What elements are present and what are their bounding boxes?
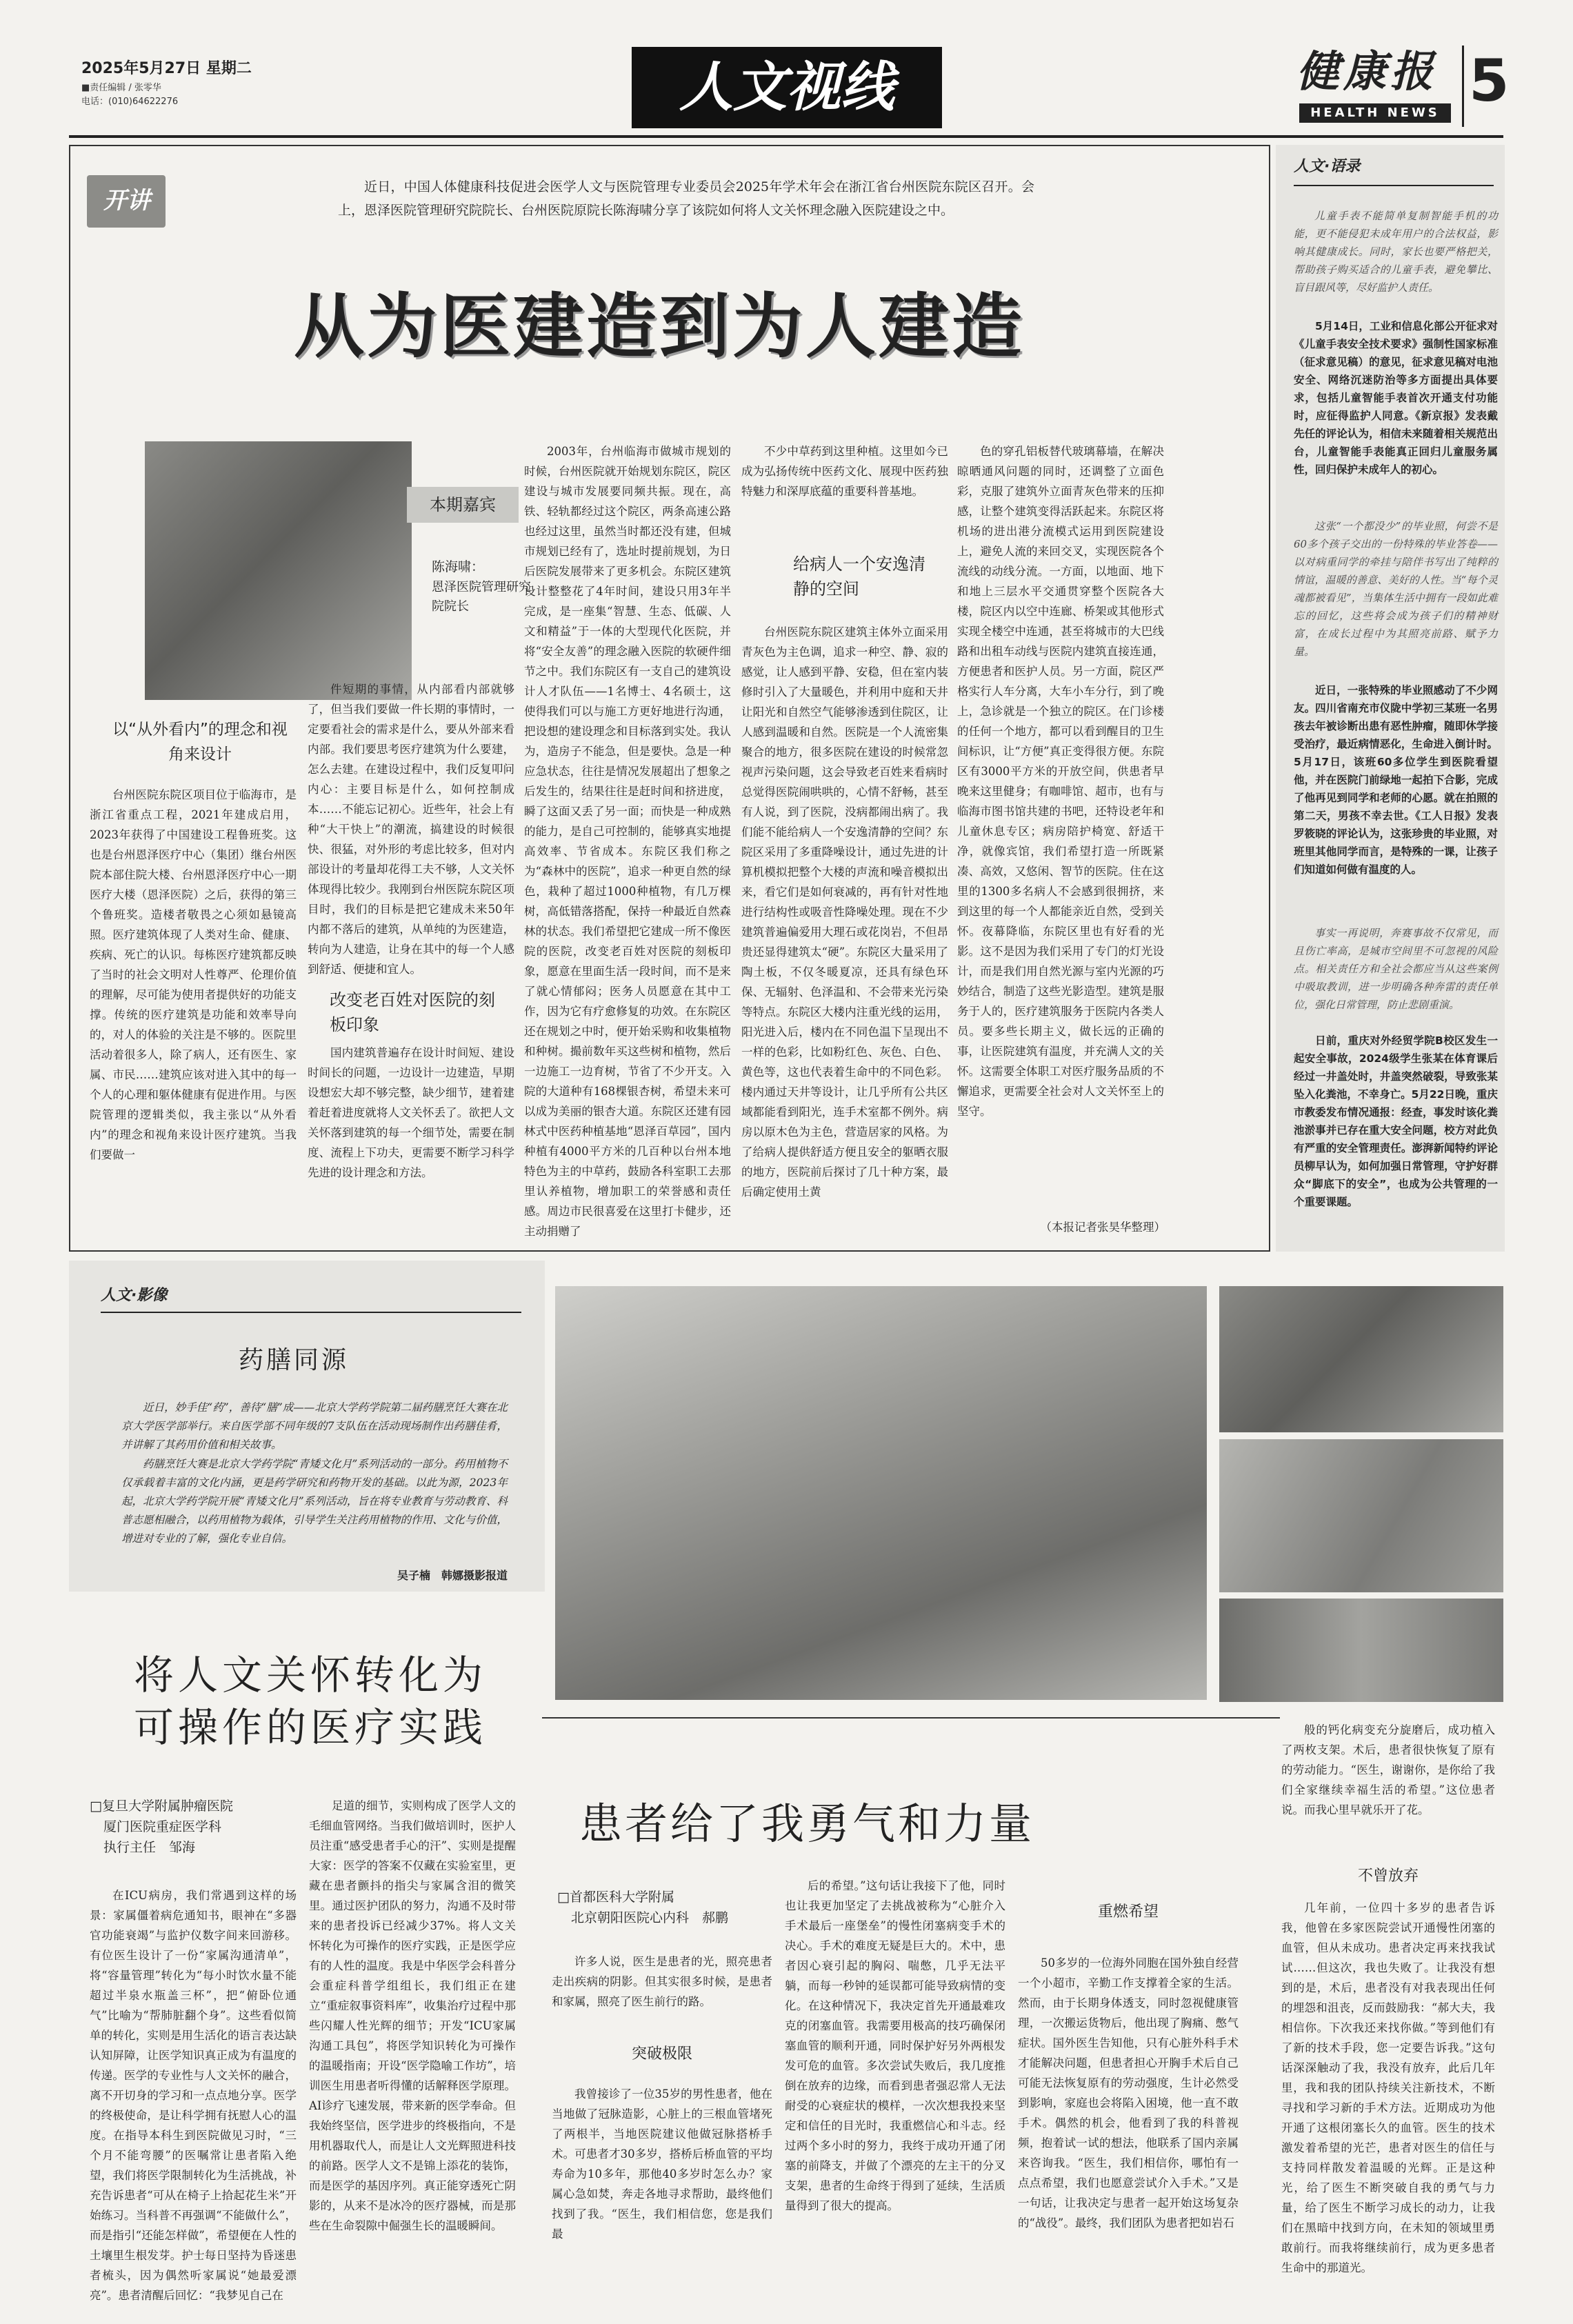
article3-col-3: 50多岁的一位海外同胞在国外独自经营一个小超市，辛勤工作支撑着全家的生活。然而，由于长期身体透支，同时忽视健康管理，一次搬运货物后，他出现了胸痛、憋气症状。国外医生告知他，只有心脏外科手术才能解决问题，但患者担心开胸手术后自己可能无法恢复原有的劳动强度，生计必然受到影响，家庭也会将陷入困境，他一直不敢手术。偶然的机会，他看到了我的科普视频，抱着试一试的想法，他联系了国内亲属来咨询我。“医生，我们相信你，哪怕有一点点希望，我们也愿意尝试介入手术。”又是一句话，让我决定与患者一起开始这场复杂的“战役”。最终，我们团队为患者把如岩石	[1018, 1956, 1239, 2230]
article3-col-1: 许多人说，医生是患者的光，照亮患者走出疾病的阴影。但其实很多时候，是患者和家属，照亮了医生前行的路。	[552, 1955, 772, 2008]
article3-col-1b: 我曾接诊了一位35岁的男性患者，他在当地做了冠脉造影，心脏上的三根血管堵死了两根半，当地医院建议他做冠脉搭桥手术。可患者才30多岁，搭桥后桥血管的平均寿命为10多年，那他40多岁时怎么办？家属心急如焚，奔走各地寻求帮助，最终他们找到了我。“医生，我们相信您，您是我们最	[552, 2087, 772, 2241]
article3-col-4: 般的钙化病变充分旋磨后，成功植入了两枚支架。术后，患者很快恢复了原有的劳动能力。“医生，谢谢你，是你给了我们全家继续幸福生活的希望。”这位患者说。而我心里早就乐开了花。	[1281, 1723, 1495, 1816]
article3-headline: 患者给了我勇气和力量	[579, 1799, 1035, 1849]
lead-col-2: 件短期的事情，从内部看内部就够了，但当我们要做一件长期的事情时，一定要看社会的需求是什么，要从外部来看内部。我们要思考医疗建筑为什么要建，怎么去建。在建设过程中，我们反复叩问内心：主要目标是什么，如何控制成本……不能忘记初心。近些年，社会上有种“大干快上”的潮流，搞建设的时候很快、很猛，对外形的考虑比较多，但对内部设计的考量却花得工夫不够，人文关怀体现得比较少。我刚到台州医院东院区项目时，我们的目标是把它建成未来50年内都不落后的建筑，从单纯的为医建造，转向为人建造，让身在其中的每一个人感到舒适、便捷和宜人。	[308, 683, 514, 976]
guest-photo	[145, 441, 412, 700]
photo-feature-tag-rule	[101, 1312, 521, 1313]
lead-col-4b: 台州医院东院区建筑主体外立面采用青灰色为主色调，追求一种空、静、寂的感觉，让人感到平静、安稳，但在室内装修时引入了大量暖色，并利用中庭和天井让阳光和自然空气能够渗透到住院区，让人感到温暖和自然。医院是一个人流密集聚合的地方，很多医院在建设的时候常忽视声污染问题，这会导致老百姓来看病时总觉得医院闹哄哄的，心情不舒畅，甚至有人说，到了医院，没病都闹出病了。我们能不能给病人一个安逸清静的空间？东院区采用了多重降噪设计，通过先进的计算机模拟把整个大楼的声流和噪音模拟出来，看它们是如何衰减的，再有针对性地进行结构性或吸音性降噪处理。现在不少建筑普遍偏爱用大理石或花岗岩，不但昂贵还显得建筑太“硬”。东院区大量采用了陶土板，不仅冬暖夏凉，还具有绿色环保、无辐射、色泽温和、不会带来光污染等特点。东院区大楼内注重光线的运用，阳光进入后，楼内在不同色温下呈现出不一样的色彩，比如粉红色、灰色、白色、黄色等，这也代表着生命中的不同色彩。楼内通过天井等设计，让几乎所有公共区域都能看到阳光，连手术室都不例外。病房以原木色为主色，营造居家的风格。为了给病人提供舒适方便且安全的躯晒衣服的地方，医院前后探讨了几十种方案，最后确定使用土黄	[741, 625, 948, 1199]
article3-subhead-2: 重燃希望	[1097, 1903, 1159, 1921]
article2-headline-1: 将人文关怀转化为	[133, 1652, 487, 1699]
lead-col-5: 色的穿孔铝板替代玻璃幕墙，在解决晾晒通风问题的同时，还调整了立面色彩，克服了建筑外立面青灰色带来的压抑感，让整个建筑变得活跃起来。东院区将机场的进出港分流模式运用到医院建设上，避免人流的来回交叉，实现医院各个流线的动线分流。一方面，以地面、地下和地上三层水平交通贯穿整个医院各大楼，院区内以空中连廊、桥架或其他形式实现全楼空中连通，甚至将城市的大巴线路和出租车动线与医院内建筑直接连通，方便患者和医护人员。另一方面，院区严格实行人车分离，大车小车分行，到了晚上，急诊就是一个独立的院区。在门诊楼的任何一个地方，都可以看到醒目的卫生间标识，让“方便”真正变得很方便。东院区有3000平方米的开放空间，供患者早晚来这里健身；有咖啡馆、超市，也有与临海市图书馆共建的书吧，还特设老年和儿童休息专区；病房陪护椅宽、舒适干净，就像宾馆，我们希望打造一所既紧凑、高效，又悠闲、智节的医院。住在这里的1300多名病人不会感到很拥挤，来到这里的每一个人都能亲近自然，受到关怀。夜幕降临，东院区里也有好看的光影。这不是因为我们采用了专门的灯光设计，而是我们用自然光源与室内光源的巧妙结合，制造了这些光影造型。建筑是服务于人的，医疗建筑服务于医院内各类人员。要多些长期主义，做长远的正确的事，让医院建筑有温度，并充满人文的关怀。这需要全体职工对医疗服务品质的不懈追求，更需要全社会对人文关怀至上的坚守。	[957, 445, 1164, 1118]
lead-intro: 近日，中国人体健康科技促进会医学人文与医院管理专业委员会2025年学术年会在浙江省台州医院东院区召开。会上，恩泽医院管理研究院院长、台州医院原院长陈海啸分享了该院如何将人文关怀理念融入医院建设之中。	[338, 179, 1034, 218]
lead-col-1: 台州医院东院区项目位于临海市，是浙江省重点工程，2021年建成启用，2023年获得了中国建设工程鲁班奖。这也是台州恩泽医疗中心（集团）继台州医院本部住院大楼、台州恩泽医疗中心一期医疗大楼（恩泽医院）之后，获得的第三个鲁班奖。造楼者敬畏之心须如悬镜高照。医疗建筑体现了人类对生命、健康、疾病、死亡的认识。每栋医疗建筑都反映了当时的社会文明对人性尊严、伦理价值的理解，尽可能为使用者提供好的功能支撑。传统的医疗建筑是功能和效率导向的，对人的体验的关注是不够的。医院里活动着很多人，除了病人，还有医生、家属、市民……建筑应该对进入其中的每一个人的心理和躯体健康有促进作用。与医院管理的逻辑类似，我主张以“从外看内”的理念和视角来设计医疗建筑。当我们要做一	[90, 788, 297, 1161]
photo-top-right	[1219, 1286, 1503, 1432]
photo-middle-right	[1219, 1439, 1503, 1592]
photo-bottom-right	[1219, 1599, 1503, 1702]
section-title: 人文视线	[679, 57, 894, 119]
photo-feature-tag: 人文·影像	[101, 1287, 168, 1304]
guest-name: 陈海啸：	[432, 559, 485, 574]
editor-line: ■责任编辑 / 张零华	[81, 83, 161, 93]
quote-2: 这张“一个都没少”的毕业照，何尝不是60多个孩子交出的一份特殊的毕业答卷——以对病重同学的牵挂与陪伴书写出了纯粹的情谊，温暖的善意、美好的人性。当“每个灵魂都被看见”，当集体生活中拥有一段如此难忘的回忆，这些将会成为孩子们的精神财富，在成长过程中为其照亮前路、赋予力量。	[1294, 520, 1498, 658]
phone-line: 电话：(010)64622276	[81, 97, 179, 107]
quote-1: 儿童手表不能简单复制智能手机的功能，更不能侵犯未成年用户的合法权益，影响其健康成长。同时，家长也要严格把关，帮助孩子购买适合的儿童手表，避免攀比、盲目跟风等，尽好监护人责任。	[1294, 210, 1498, 294]
article3-frame-top	[542, 1717, 1280, 1719]
guest-title: 恩泽医院管理研究院院长	[432, 580, 531, 614]
paper-name-en-text: HEALTH NEWS	[1310, 106, 1440, 120]
lead-col-4: 不少中草药到这里种植。这里如今已成为弘扬传统中医药文化、展现中医药独特魅力和深厚底蕴的重要科普基地。	[741, 445, 948, 498]
quotes-tag: 人文·语录	[1294, 158, 1361, 175]
masthead-rule	[69, 135, 1503, 138]
quote-3: 事实一再说明，奔赛事故不仅常见，而且伤亡率高，是城市空间里不可忽视的风险点。相关责任方和全社会都应当从这些案例中吸取教训，进一步明确各种奔雷的责任单位，强化日常管理，防止悲剧重演。	[1294, 927, 1498, 1011]
article3-author-1: □首都医科大学附属	[557, 1890, 674, 1905]
article2-col-1: 在ICU病房，我们常遇到这样的场景：家属僵着病危通知书，眼神在“多器官功能衰竭”与监护仪数字间来回游移。有位医生设计了一份“家属沟通清单”，将“容量管理”转化为“每小时饮水量不能超过半泉水瓶盖三杯”，把“俯卧位通气”比喻为“帮肺脏翻个身”。这些看似简单的转化，实则是用生活化的语言表达缺认知屏障，让医学知识真正成为有温度的传递。医学的专业性与人文关怀的融合，离不开切身的学习和一点点地分享。医学的终极使命，是让科学拥有抚慰人心的温度。在指导本科生到医院做见习时，“三个月不能弯腰”的医嘱常让患者陷入绝望，我们将医学限制转化为生活挑战，补充告诉患者“可从在椅子上拾起花生米”开始练习。当科普不再强调“不能做什么”，而是指引“还能怎样做”，希望便在人性的土壤里生根发芽。护士每日坚持为昏迷患者梳头，因为偶然听家属说“她最爱漂亮”。患者清醒后回忆：“我梦见自己在	[90, 1889, 297, 2302]
photo-feature-caption-1: 近日，妙手佳“药”，善待“膳”成——北京大学药学院第二届药膳烹饪大赛在北京大学医学部举行。来自医学部不同年级的7支队伍在活动现场制作出药膳佳肴，并讲解了其药用价值和相关故事。	[121, 1401, 508, 1451]
news-2: 近日，一张特殊的毕业照感动了不少网友。四川省南充市仪陇中学初三某班一名男孩去年被诊断出患有恶性肿瘤，随即休学接受治疗，最近病情恶化，生命进入倒计时。5月17日，该班60多位学生到医院看望他，并在医院门前绿地一起拍下合影，完成了他再见到同学和老师的心愿。就在拍照的第二天，男孩不幸去世。《工人日报》发表罗筱晓的评论认为，这张珍贵的毕业照，对班里其他同学而言，是特殊的一课，让孩子们知道如何做有温度的人。	[1294, 684, 1498, 876]
article3-col-2: 后的希望。”这句话让我接下了他，同时也让我更加坚定了去挑战被称为“心脏介入手术最后一座堡垒”的慢性闭塞病变手术的决心。手术的难度无疑是巨大的。术中，患者因心衰引起的胸闷、喘憋，几乎无法平躺，而每一秒钟的延误都可能导致病情的变化。在这种情况下，我决定首先开通最难攻克的闭塞血管。我需要用极高的技巧确保闭塞血管的顺利开通，同时保护好另外两根发发可危的血管。多次尝试失败后，我几度推倒在放弃的边缘，而看到患者强忍常人无法耐受的心衰症状的模样，一次次想我投来坚定和信任的目光时，我重燃信心和斗志。经过两个多小时的努力，我终于成功开通了闭塞的前降支，并做了个漂亮的左主干的分叉支架，患者的生命终于得到了延续，生活质量得到了很大的提高。	[785, 1879, 1005, 2212]
lead-headline: 从为医建造到为人建造	[294, 286, 1025, 368]
quotes-tag-rule	[1294, 185, 1494, 186]
article3-subhead-1: 突破极限	[631, 2045, 692, 2063]
article2-headline-2: 可操作的医疗实践	[133, 1704, 487, 1751]
photo-feature-caption-2: 药膳烹饪大赛是北京大学药学院“青矮文化月”系列活动的一部分。药用植物不仅承载着丰富的文化内涵，更是药学研究和药物开发的基础。以此为源，2023年起，北京大学药学院开展“青矮文化月”系列活动，旨在将专业教育与劳动教育、科普志愿相融合，以药用植物为载体，引导学生关注药用植物的作用、文化与价值，增进对专业的了解，强化专业自信。	[121, 1458, 508, 1545]
article2-col-2: 足道的细节，实则构成了医学人文的毛细血管网络。当我们做培训时，医护人员注重“感受患者手心的汗”、实则是提醒大家：医学的答案不仅藏在实验室里，更藏在患者颤抖的指尖与家属含泪的微笑里。通过医护团队的努力，沟通不及时带来的患者投诉已经减少37%。将人文关怀转化为可操作的医疗实践，正是医学应有的人性的温度。我是中华医学会科普分会重症科普学组组长，我们组正在建立“重症叙事资料库”，收集治疗过程中那些闪耀人性光辉的细节；开发“ICU家属沟通工具包”，将医学知识转化为可操作的温暖指南；开设“医学隐喻工作坊”，培训医生用患者听得懂的话解释医学原理。AI诊疗飞速发展，带来新的医学奉命。但我始终坚信，医学进步的终极指向，不是用机器取代人，而是让人文光辉照进科技的前路。医学人文不是锦上添花的装饰，而是医学的基因序列。真正能穿透死亡阴影的，从来不是冰冷的医疗器械，而是那些在生命裂隙中倔强生长的温暖瞬间。	[309, 1799, 516, 2232]
lead-subhead-1: 以“从外看内”的理念和视角来设计	[112, 721, 288, 763]
issue-date: 2025年5月27日 星期二	[81, 60, 252, 77]
masthead-divider	[1462, 46, 1464, 127]
main-photo	[555, 1286, 1207, 1700]
article3-col-4b: 几年前，一位四十多岁的患者告诉我，他曾在多家医院尝试开通慢性闭塞的血管，但从未成功。患者决定再来找我试试……但这次，我也失败了。让我没有想到的是，术后，患者没有对我表现出任何的埋怨和沮丧，反而鼓励我：“郝大夫，我相信你。下次我还来找你做。”等到他们有了新的技术手段，您一定要告诉我。”这句话深深触动了我，我没有放弃，此后几年里，我和我的团队持续关注新技术，不断寻找和学习新的手术方法。近期成功为他开通了这根闭塞长久的血管。医生的技术激发着希望的光芒，患者对医生的信任与支持同样散发着温暖的光辉。正是这种光，给了医生不断突破自我的勇气与力量，给了医生不断学习成长的动力，让我们在黑暗中找到方向，在未知的领域里勇敢前行。而我将继续前行，成为更多患者生命中的那道光。	[1281, 1901, 1495, 2274]
lead-byline: （本报记者张昊华整理）	[1040, 1221, 1165, 1234]
lead-subhead-3: 给病人一个安逸清静的空间	[793, 554, 925, 599]
article2-author-1: □复旦大学附属肿瘤医院	[90, 1799, 233, 1814]
article2-author-2: 厦门医院重症医学科	[103, 1819, 222, 1834]
news-3: 日前，重庆对外经贸学院B校区发生一起安全事故，2024级学生张某在体育课后经过一井盖处时，井盖突然破裂，导致张某坠入化粪池，不幸身亡。5月22日晚，重庆市教委发布情况通报：经查，事发时该化粪池淤事并已存在重大安全问题，校方对此负有严重的安全管理责任。澎湃新闻特约评论员柳早认为，如何加强日常管理，守护好群众“脚底下的安全”，也成为公共管理的一个重要课题。	[1294, 1034, 1498, 1208]
article3-subhead-3: 不曾放弃	[1357, 1867, 1419, 1885]
article3-author-2: 北京朝阳医院心内科 郝鹏	[571, 1910, 729, 1925]
lead-subhead-2: 改变老百姓对医院的刻板印象	[330, 990, 495, 1034]
lead-col-2b: 国内建筑普遍存在设计时间短、建设时间长的问题，一边设计一边建造，早期设想宏大却不够完整，缺少细节，建着建着赶着进度就将人文关怀丢了。欲把人文关怀落到建筑的每一个细节处，需要在制度、流程上下功夫，更需要不断学习科学先进的设计理念和方法。	[308, 1046, 514, 1179]
photo-credit: 吴子楠 韩娜摄影报道	[397, 1569, 508, 1582]
page-number: 5	[1469, 47, 1510, 114]
paper-name: 健康报	[1296, 46, 1438, 97]
guest-label: 本期嘉宾	[430, 495, 496, 514]
article2-author-3: 执行主任 邹海	[103, 1840, 196, 1855]
photo-feature-title: 药膳同源	[238, 1346, 349, 1374]
news-1: 5月14日，工业和信息化部公开征求对《儿童手表安全技术要求》强制性国家标准（征求意见稿）的意见，征求意见稿对电池安全、网络沉迷防治等多方面提出具体要求，包括儿童智能手表首次开通支付功能时，应征得监护人同意。《新京报》发表戴先任的评论认为，相信未来随着相关规范出台，儿童智能手表能真正回归儿童服务属性，回归保护未成年人的初心。	[1294, 320, 1498, 476]
lead-col-3: 2003年，台州临海市做城市规划的时候，台州医院就开始规划东院区，院区建设与城市发展要同频共振。现在，高铁、轻轨都经过这个院区，两条高速公路也经过这里，虽然当时都还没有建，但城市规划已经有了，选址时提前规划，为日后医院发展带来了更多机会。东院区建筑设计整整花了4年时间，建设只用3年半完成，是一座集“智慧、生态、低碳、人文和精益”于一体的大型现代化医院，并将“安全友善”的理念融入医院的软硬件细节之中。我们东院区有一支自己的建筑设计人才队伍——1名博士、4名硕士，这使得我们可以与施工方更好地进行沟通，把设想的建设理念和目标落到实处。我认为，造房子不能急，但是要快。急是一种应急状态，往往是情况发展超出了想象之后发生的，结果往往是赶时间和挤进度，瞬了这面又丢了另一面；而快是一种成熟的能力，是自己可控制的，能够真实地提高效率、节省成本。东院区我们称之为“森林中的医院”，追求一种更自然的绿色，栽种了超过1000种植物，有几万棵树，高低错落搭配，保持一种最近自然森林的状态。我们希望把它建成一所不像医院的医院，改变老百姓对医院的刻板印象，愿意在里面生活一段时间，而不是来了就心情郁闷；医务人员愿意在其中工作，因为它有疗愈修复的功效。在东院区还在规划之中时，便开始采购和收集植物和种树。撮前数年买这些树和植物，然后一边施工一边育树，节省了不少开支。入院的大道种有168棵银杏树，希望未来可以成为美丽的银杏大道。东院区还建有园林式中医药种植基地“恩泽百草园”，国内种植有4000平方米的几百种以台州本地特色为主的中草药，鼓励各科室职工去那里认养植物，增加职工的荣誉感和责任感。周边市民很喜爱在这里打卡健步，还主动捐赠了	[524, 445, 731, 1238]
lead-tag: 开讲	[103, 187, 150, 214]
